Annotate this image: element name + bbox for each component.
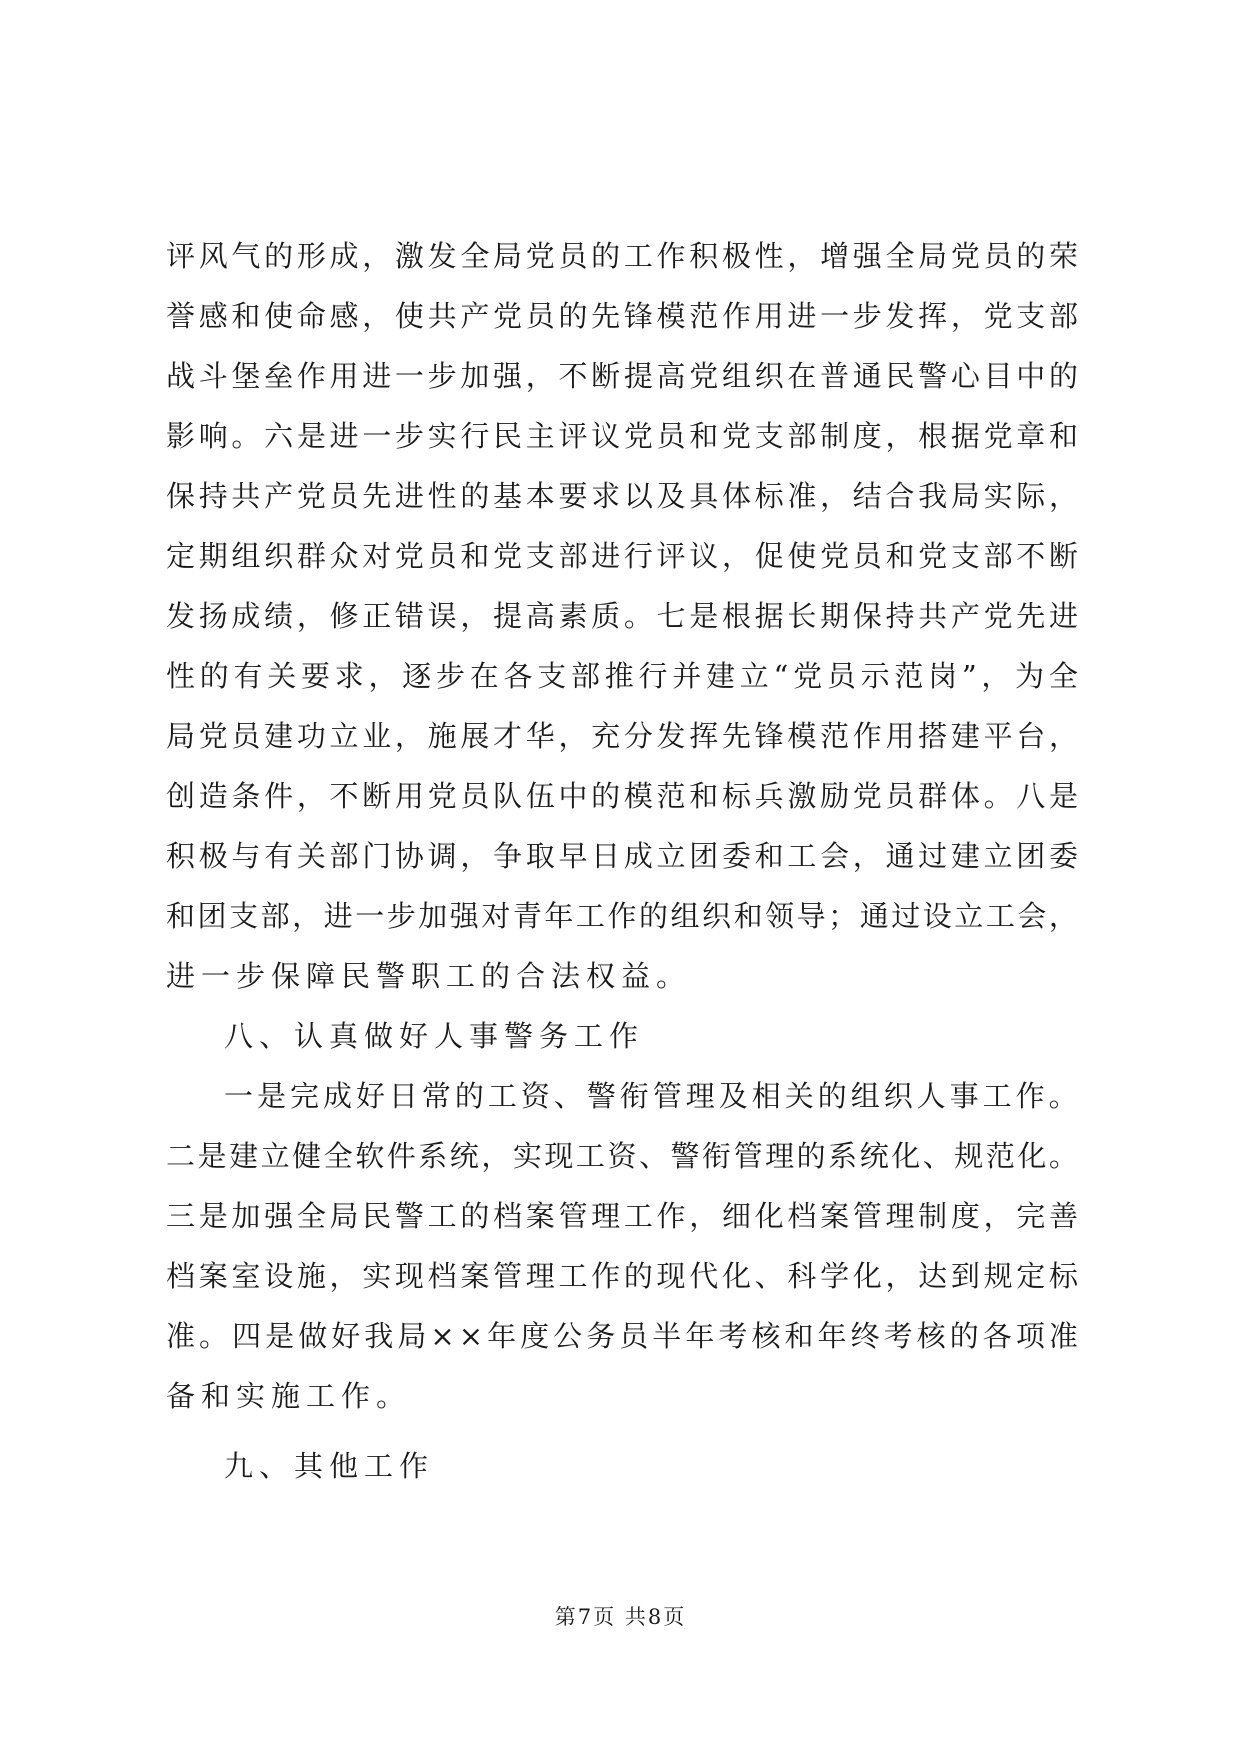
text-line: 战 斗 堡 垒 作 用 进 一 步 加 强 ， 不 断 提 高 党 组 织 在 普 通 民 警 心 目 中 的	[166, 359, 1078, 393]
text-line: 保 持 共 产 党 员 先 进 性 的 基 本 要 求 以 及 具 体 标 准 ， 结 合 我 局 实 际 ，	[166, 479, 1078, 513]
section-heading: 九、其他工作	[224, 1449, 435, 1483]
text-line: 性 的 有 关 要 求 ， 逐 步 在 各 支 部 推 行 并 建 立 “ 党 员 示 范 岗 ” ， 为 全	[166, 659, 1078, 693]
document-body	[166, 226, 1078, 1496]
text-line: 发 扬 成 绩 ， 修 正 错 误 ， 提 高 素 质 。 七 是 根 据 长 期 保 持 共 产 党 先 进	[166, 599, 1078, 633]
section-heading: 八、认真做好人事警务工作	[224, 1019, 645, 1053]
text-line: 影 响 。 六 是 进 一 步 实 行 民 主 评 议 党 员 和 党 支 部 制 度 ， 根 据 党 章 和	[166, 419, 1078, 453]
text-line: 备和实施工作。	[166, 1379, 412, 1413]
text-line: 誉 感 和 使 命 感 ， 使 共 产 党 员 的 先 锋 模 范 作 用 进 一 步 发 挥 ， 党 支 部	[166, 299, 1078, 333]
text-line: 进一步保障民警职工的合法权益。	[166, 959, 692, 993]
text-line: 评 风 气 的 形 成 ， 激 发 全 局 党 员 的 工 作 积 极 性 ， 增 强 全 局 党 员 的 荣	[166, 239, 1078, 273]
text-line: 一 是 完 成 好 日 常 的 工 资 、 警 衔 管 理 及 相 关 的 组 织 人 事 工 作 。	[224, 1079, 1078, 1113]
text-line: 创 造 条 件 ， 不 断 用 党 员 队 伍 中 的 模 范 和 标 兵 激 励 党 员 群 体 。 八 是	[166, 779, 1078, 813]
text-line: 三 是 加 强 全 局 民 警 工 的 档 案 管 理 工 作 ， 细 化 档 案 管 理 制 度 ， 完 善	[166, 1199, 1078, 1233]
spacer	[166, 1426, 1078, 1436]
text-line: 积 极 与 有 关 部 门 协 调 ， 争 取 早 日 成 立 团 委 和 工 会 ， 通 过 建 立 团 委	[166, 839, 1078, 873]
text-line: 定 期 组 织 群 众 对 党 员 和 党 支 部 进 行 评 议 ， 促 使 党 员 和 党 支 部 不 断	[166, 539, 1078, 573]
text-line: 二 是 建 立 健 全 软 件 系 统 ， 实 现 工 资 、 警 衔 管 理 的 系 统 化 、 规 范 化 。	[166, 1139, 1078, 1173]
text-line: 准 。 四 是 做 好 我 局 × × 年 度 公 务 员 半 年 考 核 和 年 终 考 核 的 各 项 准	[166, 1319, 1078, 1353]
paragraph	[166, 226, 1078, 1006]
text-line: 档 案 室 设 施 ， 实 现 档 案 管 理 工 作 的 现 代 化 、 科 学 化 ， 达 到 规 定 标	[166, 1259, 1078, 1293]
page-number-footer: 第7页 共8页	[554, 1605, 687, 1629]
text-line: 局 党 员 建 功 立 业 ， 施 展 才 华 ， 充 分 发 挥 先 锋 模 范 作 用 搭 建 平 台 ，	[166, 719, 1078, 753]
paragraph	[166, 1066, 1078, 1426]
text-line: 和 团 支 部 ， 进 一 步 加 强 对 青 年 工 作 的 组 织 和 领 导 ； 通 过 设 立 工 会 ，	[166, 899, 1078, 933]
